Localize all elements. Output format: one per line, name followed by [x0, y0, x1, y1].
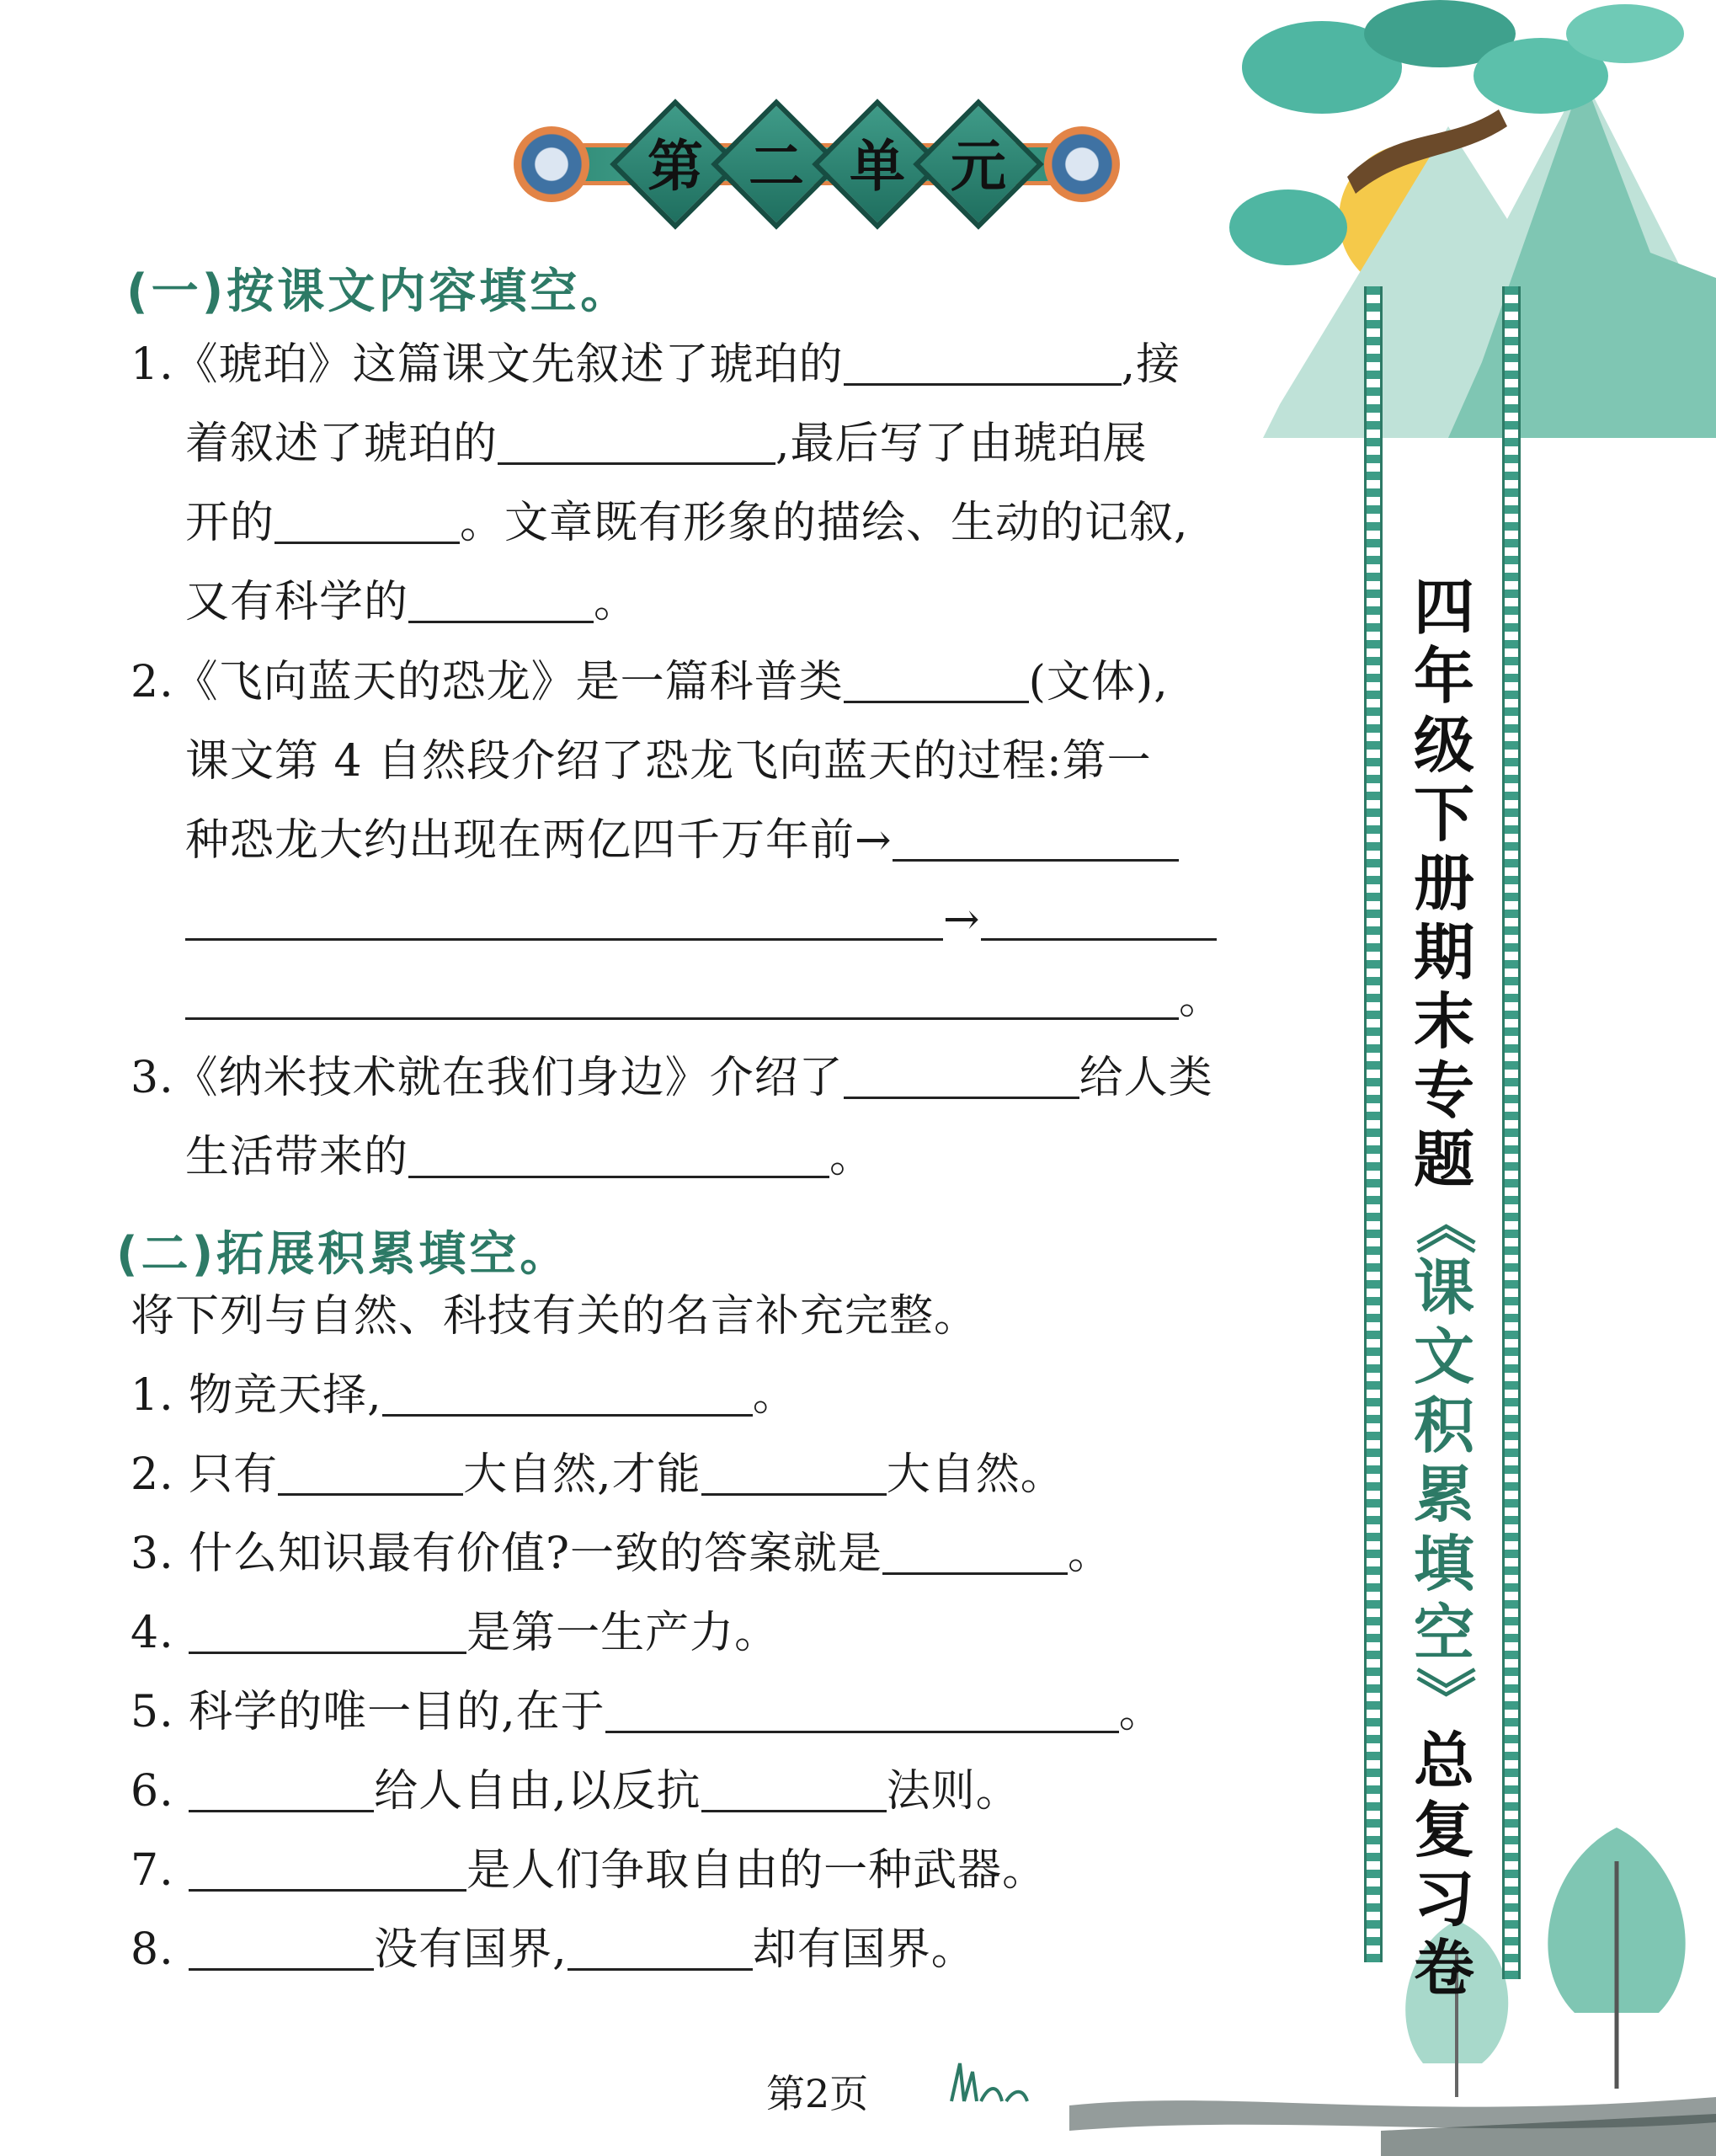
quote-item-3: 3. 什么知识最有价值?一致的答案就是 。	[131, 1529, 1113, 1579]
answer-blank[interactable]	[701, 1766, 887, 1812]
banner-char: 单	[850, 134, 905, 199]
decorative-landscape-art	[1229, 0, 1716, 438]
answer-blank[interactable]	[189, 1924, 374, 1971]
vertical-border-right	[1502, 286, 1521, 1979]
q2-line-2: 课文第 4 自然段介绍了恐龙飞向蓝天的过程:第一	[185, 736, 1152, 787]
unit-banner	[514, 93, 1120, 236]
answer-blank[interactable]	[382, 1370, 753, 1417]
quote-item-7: 7. 是人们争取自由的一种武器。	[131, 1845, 1047, 1896]
answer-blank[interactable]	[605, 1687, 1119, 1733]
banner-char: 元	[951, 134, 1006, 199]
q2-line-1: 2.《飞向蓝天的恐龙》是一篇科普类 (文体),	[131, 657, 1169, 707]
answer-blank[interactable]	[408, 1132, 829, 1178]
q3-line-1: 3.《纳米技术就在我们身边》介绍了 给人类	[131, 1053, 1213, 1103]
page-number: 第2页	[766, 2071, 869, 2116]
answer-blank[interactable]	[893, 815, 1179, 862]
answer-blank[interactable]	[189, 1608, 466, 1654]
q2-line-5: 。	[185, 969, 1223, 1028]
banner-char: 二	[749, 134, 804, 199]
q2-line-4: →	[185, 890, 1217, 949]
banner-right-ornament	[1044, 126, 1120, 202]
answer-blank[interactable]	[701, 1449, 887, 1496]
answer-blank[interactable]	[408, 577, 594, 623]
answer-blank[interactable]	[981, 894, 1217, 941]
section-1-title: (一)按课文内容填空。	[126, 264, 632, 319]
q1-line-1: 1.《琥珀》这篇课文先叙述了琥珀的 ,接	[131, 339, 1181, 390]
q2-line-3: 种恐龙大约出现在两亿四千万年前→	[185, 811, 1179, 870]
section-2-intro: 将下列与自然、科技有关的名言补充完整。	[131, 1291, 979, 1342]
quote-item-8: 8. 没有国界, 却有国界。	[131, 1924, 976, 1975]
q1-line-2: 着叙述了琥珀的 ,最后写了由琥珀展	[185, 419, 1148, 469]
quote-item-4: 4. 是第一生产力。	[131, 1608, 780, 1658]
quote-item-2: 2. 只有 大自然,才能 大自然。	[131, 1449, 1065, 1500]
banner-left-ornament	[514, 126, 589, 202]
q1-line-4: 又有科学的 。	[185, 577, 639, 627]
q1-line-3: 开的 。文章既有形象的描绘、生动的记叙,	[185, 498, 1189, 548]
answer-blank[interactable]	[844, 1053, 1079, 1099]
brush-stroke-decoration	[1069, 2072, 1716, 2148]
quote-item-1: 1. 物竞天择, 。	[131, 1370, 797, 1421]
answer-blank[interactable]	[189, 1845, 466, 1892]
q3-line-2: 生活带来的 。	[185, 1132, 875, 1182]
answer-blank[interactable]	[185, 974, 1179, 1020]
answer-blank[interactable]	[278, 1449, 463, 1496]
answer-blank[interactable]	[844, 657, 1029, 703]
banner-char: 第	[647, 134, 703, 199]
answer-blank[interactable]	[882, 1529, 1068, 1575]
quote-item-5: 5. 科学的唯一目的,在于 。	[131, 1687, 1164, 1737]
answer-blank[interactable]	[844, 339, 1122, 386]
quote-item-6: 6. 给人自由,以反抗 法则。	[131, 1766, 1021, 1817]
answer-blank[interactable]	[189, 1766, 374, 1812]
vertical-border-left	[1364, 286, 1383, 1962]
answer-blank[interactable]	[568, 1924, 753, 1971]
answer-blank[interactable]	[498, 419, 775, 465]
answer-blank[interactable]	[274, 498, 460, 544]
answer-blank[interactable]	[185, 894, 943, 941]
section-2-title: (二)拓展积累填空。	[116, 1227, 571, 1282]
grass-icon	[943, 2055, 1036, 2105]
side-vertical-title: 四 年 级 下 册 期 末 专 题 《 课 文 积 累 填 空 》 总 复 习 卷	[1408, 572, 1479, 2004]
